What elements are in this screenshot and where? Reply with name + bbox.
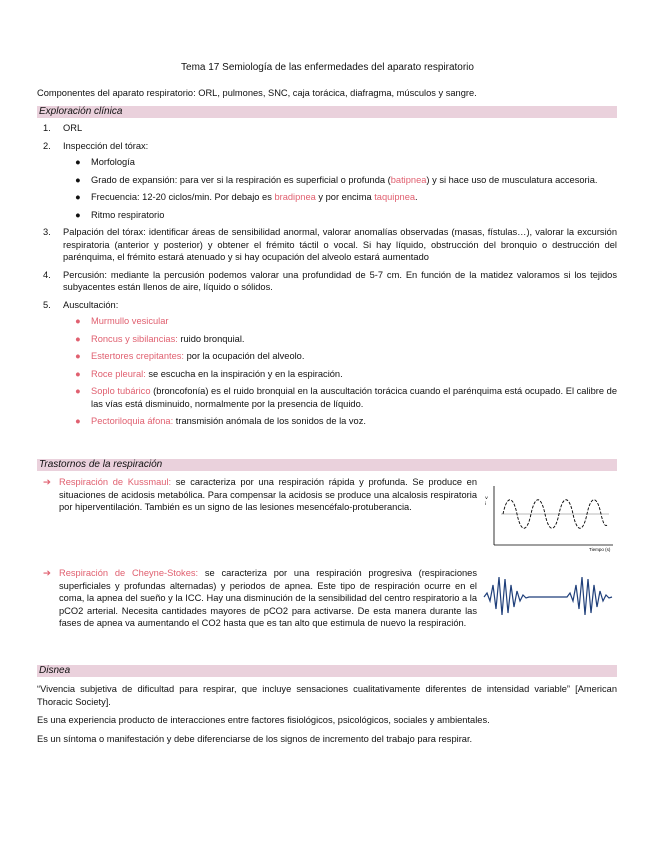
bullet-icon: ● [75,157,81,167]
bullet-icon: ● [75,209,81,220]
auscultation-sublist [63,315,617,428]
bullet-icon: ● [75,333,81,344]
y-axis-glyphs: ⅰ [485,501,487,507]
bullet-icon: ● [75,386,81,396]
item-number: 4. [43,269,51,280]
disnea-paragraph: “Vivencia subjetiva de dificultad para respirar, que incluye sensaciones cualitativamente diferentes de intensidad variable” [American Thoracic Society]. [37,684,617,707]
item-text: Auscultación: [63,299,119,310]
list-item [63,174,617,187]
item-text: ORL [63,123,83,133]
inspection-sublist [63,156,617,221]
disnea-paragraph: Es una experiencia producto de interacciones entre factores fisiológicos, psicológicos, sociales y ambientales. [37,715,490,725]
term-batipnea: batipnea [390,174,427,185]
list-item [37,122,617,135]
list-item [63,156,617,169]
item-number: 1. [43,123,51,133]
kussmaul-figure [481,481,617,553]
item-text: (broncofonía) es el ruido bronquial en la auscultación torácica cuando el parénquima está ocupado. El calibre de las vías está disminuido, normalmente por la presencia de líquido. [91,386,618,409]
item-text: ) y si hace uso de musculatura accesoria. [426,174,598,185]
bullet-icon: ● [75,416,81,426]
term-taquipnea: taquipnea [374,192,416,202]
y-axis-glyphs: ⅴ [485,495,488,501]
item-text: se escucha en la inspiración y en la espiración. [145,368,343,379]
x-axis-label: Tiempo (s) [589,547,611,552]
disnea-body [37,683,617,751]
list-item [63,315,617,328]
list-item [63,209,617,222]
list-item [63,385,617,410]
item-text: y por encima [315,192,375,202]
bullet-icon: ● [75,351,81,361]
list-item [63,350,617,363]
bullet-icon: ● [75,174,81,185]
bullet-icon: ● [75,316,81,326]
item-number: 3. [43,227,51,237]
term-cheyne-stokes: Respiración de Cheyne-Stokes: [59,568,199,578]
list-item [37,269,617,294]
section-heading-disnea: Disnea [37,665,617,677]
term: Soplo tubárico [91,386,151,396]
cheyne-stokes-paragraph [37,567,477,630]
exploration-list [37,122,617,433]
list-item [37,226,617,264]
cheyne-stokes-desc: se caracteriza por una respiración progresiva (respiraciones superficiales y profundas alternadas) y periodos de apnea. Este tipo de respiración ocurre en el coma, la apnea del sueño y la ICC. Hay una disminución de la sensibilidad del centro respiratorio a la pCO2 arterial. Necesita cantidades mayores de pCO2 para activarse. De esta manera durante las fases de apnea va aumentando el CO2 hasta que es tan alto que estimula de nuevo la respiración. [59,568,477,628]
list-item [63,191,617,204]
list-item [37,299,617,428]
item-text: Frecuencia: 12-20 ciclos/min. Por debajo es [91,192,275,202]
term: Roncus y sibilancias: [91,333,178,344]
term: Roce pleural: [91,368,146,379]
item-number: 5. [43,299,51,310]
item-text: por la ocupación del alveolo. [184,351,305,361]
item-number: 2. [43,140,51,151]
section-heading-exploracion: Exploración clínica [37,106,617,118]
item-text: Morfología [91,157,135,167]
bullet-icon: ● [75,368,81,379]
item-text: Inspección del tórax: [63,140,149,151]
list-item [63,333,617,346]
disnea-paragraph: Es un síntoma o manifestación y debe diferenciarse de los signos de incremento del trabajo para respirar. [37,733,473,744]
list-item [63,368,617,381]
list-item [63,415,617,428]
term-kussmaul: Respiración de Kussmaul: [59,477,172,487]
term: Murmullo vesicular [91,316,169,326]
item-text: Ritmo respiratorio [91,209,165,220]
page-title: Tema 17 Semiología de las enfermedades del aparato respiratorio [181,62,474,73]
arrow-icon: ➔ [43,477,51,487]
term: Pectoriloquia áfona: [91,416,174,426]
section-heading-trastornos: Trastornos de la respiración [37,459,617,471]
item-text: Grado de expansión: para ver si la respiración es superficial o profunda ( [91,174,391,185]
kussmaul-desc: se caracteriza por una respiración rápida y profunda. Se produce en situaciones de acidosis metabólica. Para compensar la acidosis se produce una alcalosis respiratoria por hiperventilación. También es un signo de las lesiones mesencéfalo-protuberancia. [59,477,477,512]
item-text: ruido bronquial. [177,333,245,344]
item-text: transmisión anómala de los sonidos de la voz. [173,416,366,426]
intro-paragraph: Componentes del aparato respiratorio: ORL, pulmones, SNC, caja torácica, diafragma, músculos y sangre. [37,88,477,98]
cheyne-stokes-figure [482,571,618,619]
item-text: . [415,192,418,202]
bullet-icon: ● [75,192,81,202]
term-bradipnea: bradipnea [274,192,316,202]
kussmaul-paragraph [37,476,477,514]
item-text: Percusión: mediante la percusión podemos valorar una profundidad de 5-7 cm. En función de la matidez valoramos si los tejidos subyacentes están llenos de aire, líquido o sólidos. [63,269,617,292]
list-item [37,140,617,222]
term: Estertores crepitantes: [91,351,185,361]
cheyne-stokes-wave [484,577,612,615]
item-text: Palpación del tórax: identificar áreas de sensibilidad anormal, valorar anomalías observadas (masas, fístulas…), valorar la excursión respiratoria (anterior y posterior) y obtener el frémito táctil o vocal. Si hay líquido, obstrucción del bronquio o destrucción del parénquima, el frémito estará atenuado y si hay ocupación del alveolo estará aumentado [63,227,617,262]
arrow-icon: ➔ [43,568,51,578]
